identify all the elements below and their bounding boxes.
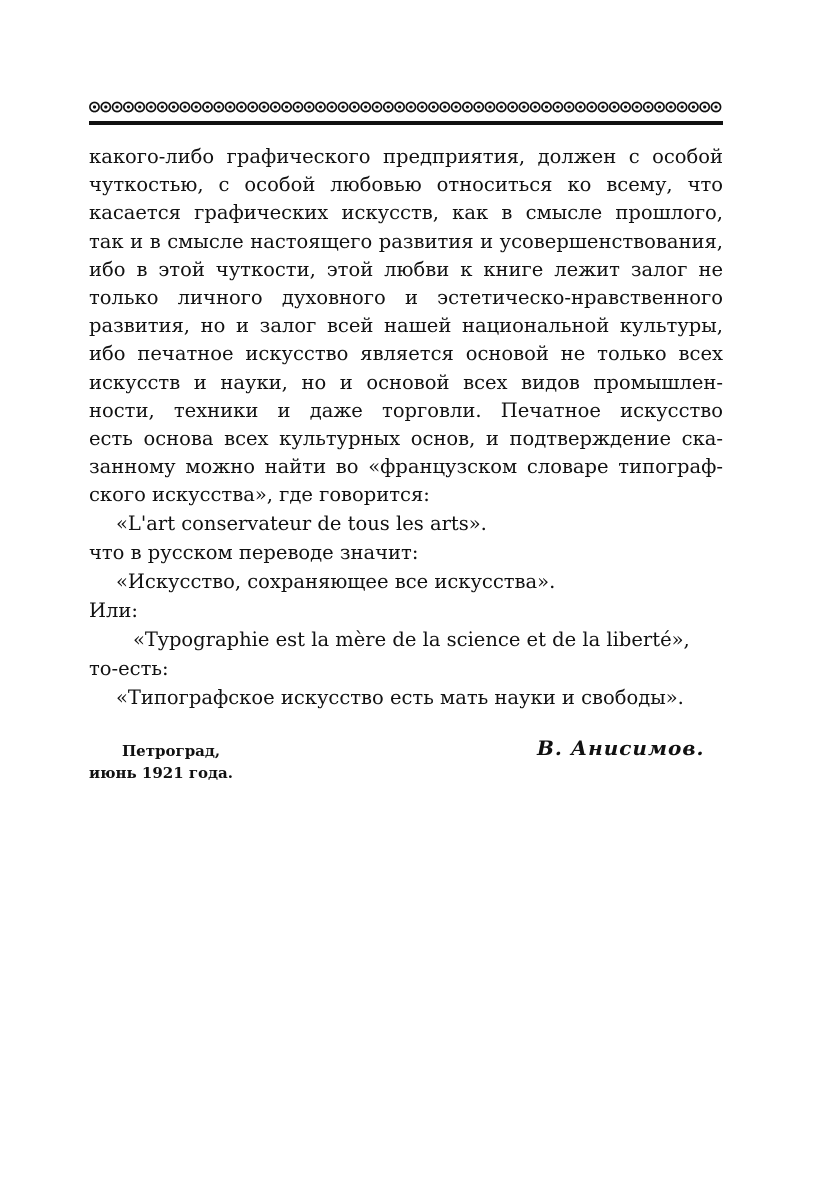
paragraph-line: только личного духовного и эстетическо-нравственного [89, 285, 723, 309]
author-signature: В. Анисимов. [537, 736, 705, 760]
ornament-dot [387, 105, 390, 108]
ornament-dot [127, 105, 130, 108]
quote-french-1: «L'art conservateur de tous les arts». [116, 512, 487, 535]
ornament-dot [692, 105, 695, 108]
ornament-dot [398, 105, 401, 108]
paragraph-line: ности, техники и даже торговли. Печатное искусство [89, 398, 723, 422]
ornament-dot [217, 105, 220, 108]
paragraph-line: чуткостью, с особой любовью относиться ко всему, что [89, 173, 723, 197]
paragraph-line: какого-либо графического предприятия, должен с особой [89, 145, 723, 168]
ornament-dot [229, 105, 232, 108]
ornament-dot [206, 105, 209, 108]
ornament-dot [568, 105, 571, 108]
ornament-dot [104, 105, 107, 108]
ornament-dot [613, 105, 616, 108]
ornament-dot [534, 105, 537, 108]
ornament-dot [183, 105, 186, 108]
ornament-dot [647, 105, 650, 108]
ornament-dot [149, 105, 152, 108]
quote-french-2: «Typographie est la mère de la science et de la liberté», [133, 628, 690, 651]
ornamental-border [89, 97, 723, 117]
ornament-dot [590, 105, 593, 108]
ornament-dot [511, 105, 514, 108]
paragraph-line: ибо печатное искусство является основой не только всех [89, 342, 723, 366]
ornament-dot [421, 105, 424, 108]
ornament-dot [375, 105, 378, 108]
quote-russian-2: «Типографское искусство есть мать науки и свободы». [116, 686, 684, 709]
ornament-dot [296, 105, 299, 108]
ornament-dot [138, 105, 141, 108]
that-is-word: то-есть: [89, 657, 169, 680]
paragraph-line: ского искусства», где говорится: [89, 483, 430, 507]
ornament-dot [658, 105, 661, 108]
ornament-dot [353, 105, 356, 108]
ornament-dot [274, 105, 277, 108]
paragraph-line: есть основа всех культурных основ, и подтверждение ска- [89, 426, 723, 450]
ornament-dot [93, 105, 96, 108]
or-word: Или: [89, 599, 138, 622]
ornament-dot [601, 105, 604, 108]
ornament-dot [714, 105, 717, 108]
ornament-dot [669, 105, 672, 108]
paragraph-line: развития, но и залог всей нашей национальной культуры, [89, 314, 723, 338]
quote-russian-1: «Искусство, сохраняющее все искусства». [116, 570, 556, 593]
ornament-dot [579, 105, 582, 108]
ornament-dot [195, 105, 198, 108]
date-of-writing: июнь 1921 года. [89, 764, 233, 782]
ornament-dot [330, 105, 333, 108]
ornament-dot [432, 105, 435, 108]
ornament-chain [89, 97, 723, 117]
ornament-dot [342, 105, 345, 108]
ornament-dot [477, 105, 480, 108]
ornament-dot [500, 105, 503, 108]
ornament-dot [172, 105, 175, 108]
paragraph-line: касается графических искусств, как в смысле прошлого, [89, 201, 723, 225]
ornament-dot [240, 105, 243, 108]
paragraph-line: так и в смысле настоящего развития и усовершенствования, [89, 229, 723, 253]
ornament-dot [285, 105, 288, 108]
header-rule [89, 121, 723, 125]
paragraph-line: занному можно найти во «французском словаре типограф- [89, 455, 723, 479]
translation-intro: что в русском переводе значит: [89, 541, 419, 564]
ornament-dot [409, 105, 412, 108]
ornament-dot [161, 105, 164, 108]
ornament-dot [681, 105, 684, 108]
ornament-dot [624, 105, 627, 108]
ornament-dot [703, 105, 706, 108]
paragraph-line: искусств и науки, но и основой всех видов промышлен- [89, 370, 723, 394]
ornament-dot [466, 105, 469, 108]
ornament-dot [308, 105, 311, 108]
ornament-dot [262, 105, 265, 108]
ornament-dot [251, 105, 254, 108]
ornament-dot [455, 105, 458, 108]
ornament-dot [522, 105, 525, 108]
ornament-dot [443, 105, 446, 108]
ornament-dot [488, 105, 491, 108]
ornament-dot [319, 105, 322, 108]
paragraph-line: ибо в этой чуткости, этой любви к книге лежит залог не [89, 257, 723, 281]
ornament-dot [364, 105, 367, 108]
ornament-dot [116, 105, 119, 108]
ornament-dot [556, 105, 559, 108]
ornament-dot [545, 105, 548, 108]
place-of-writing: Петроград, [122, 742, 221, 760]
main-paragraph [89, 143, 723, 509]
ornament-dot [635, 105, 638, 108]
